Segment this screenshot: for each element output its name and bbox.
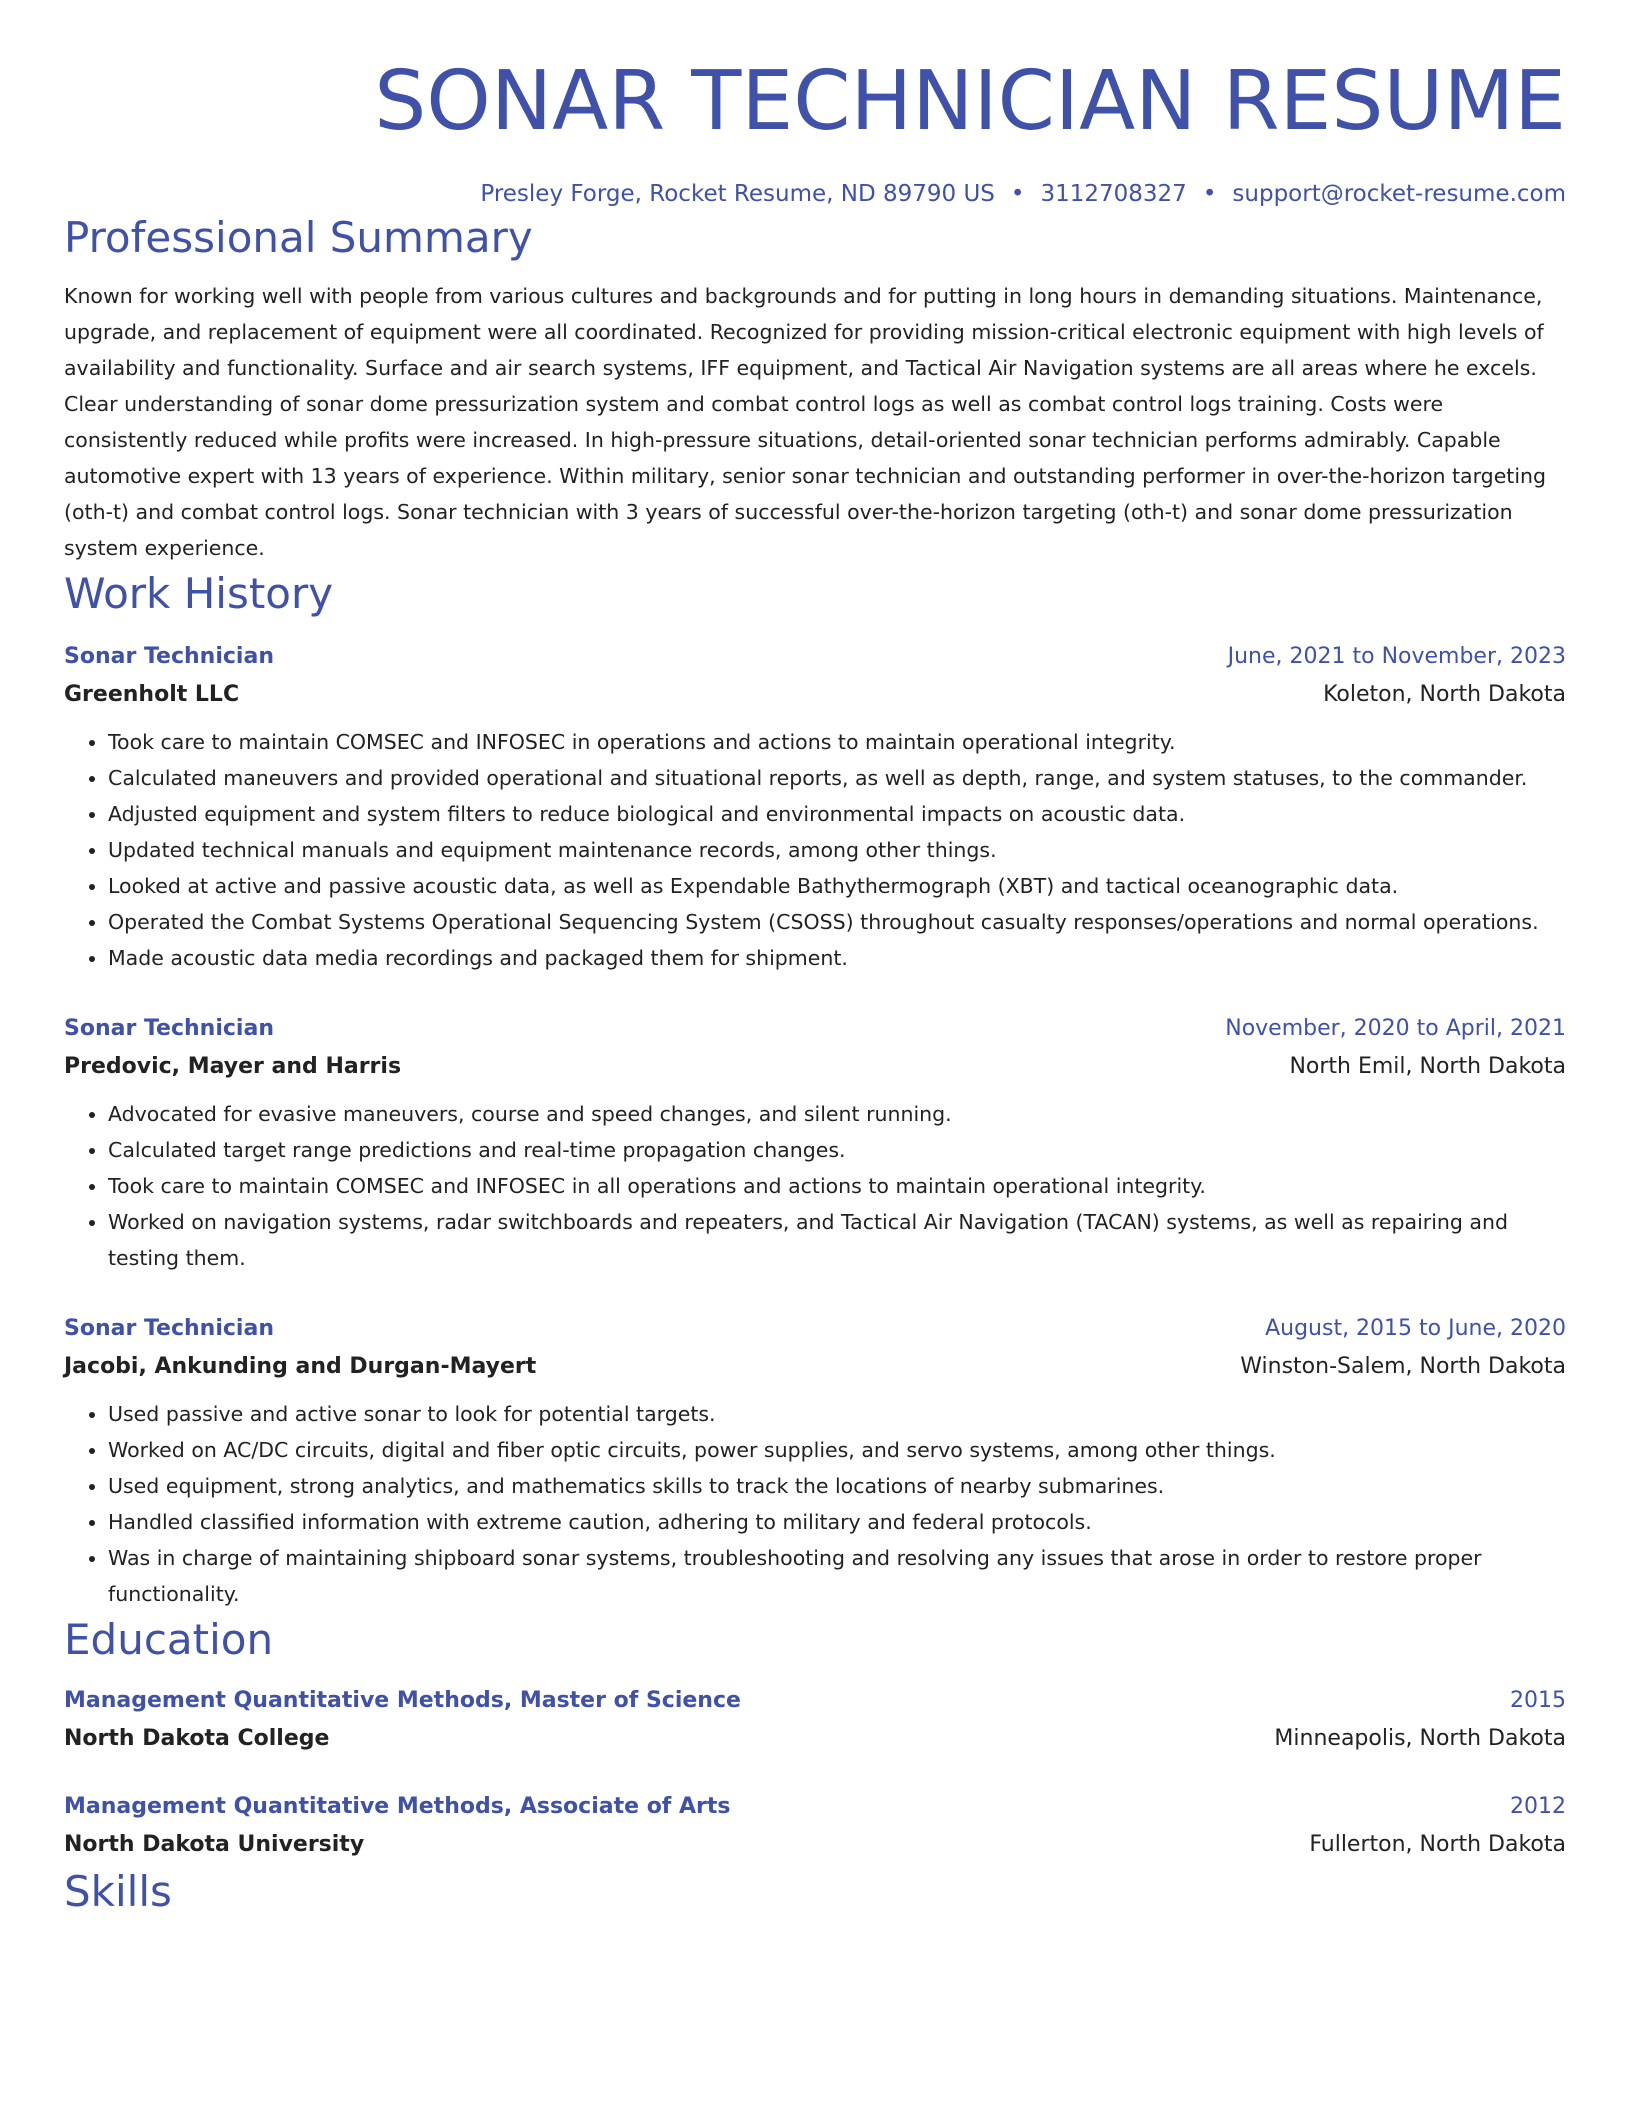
job-entry [64, 638, 1566, 976]
education-location: Fullerton, North Dakota [1309, 1832, 1566, 1857]
skills-heading: Skills [64, 1867, 172, 1916]
job-bullet: • Handled classified information with extreme caution, adhering to military and federal protocols. [108, 1504, 1566, 1540]
job-bullet: • Worked on AC/DC circuits, digital and fiber optic circuits, power supplies, and servo systems, among other things. [108, 1432, 1566, 1468]
work-history-section [64, 566, 1566, 1612]
education-degree: Management Quantitative Methods, Master of Science [64, 1688, 741, 1713]
job-title: Sonar Technician [64, 1016, 274, 1041]
job-company-row [64, 676, 1566, 714]
job-bullet: • Used passive and active sonar to look for potential targets. [108, 1396, 1566, 1432]
education-location: Minneapolis, North Dakota [1274, 1726, 1566, 1751]
education-school-row [64, 1720, 1566, 1758]
contact-separator: • [1202, 181, 1217, 207]
job-bullet: • Looked at active and passive acoustic data, as well as Expendable Bathythermograph (XBT) and tactical oceanographic data. [108, 868, 1566, 904]
job-bullet: • Calculated maneuvers and provided operational and situational reports, as well as depth, range, and system statuses, to the commander. [108, 760, 1566, 796]
education-year: 2015 [1510, 1688, 1566, 1713]
job-location: Koleton, North Dakota [1323, 682, 1566, 707]
education-school-row [64, 1826, 1566, 1864]
job-company: Greenholt LLC [64, 682, 240, 707]
skills-section [64, 1864, 1566, 1920]
job-company: Predovic, Mayer and Harris [64, 1054, 402, 1079]
job-bullet: • Calculated target range predictions and real-time propagation changes. [108, 1132, 1566, 1168]
job-location: North Emil, North Dakota [1289, 1054, 1566, 1079]
job-company-row [64, 1348, 1566, 1386]
job-bullet: • Advocated for evasive maneuvers, course and speed changes, and silent running. [108, 1096, 1566, 1132]
job-bullet: • Took care to maintain COMSEC and INFOSEC in operations and actions to maintain operational integrity. [108, 724, 1566, 760]
job-title-row [64, 1010, 1566, 1048]
job-bullet: • Made acoustic data media recordings and packaged them for shipment. [108, 940, 1566, 976]
job-dates: August, 2015 to June, 2020 [1265, 1316, 1566, 1341]
job-bullets [64, 1396, 1566, 1612]
job-bullet: • Was in charge of maintaining shipboard sonar systems, troubleshooting and resolving any issues that arose in order to restore proper functionality. [108, 1540, 1566, 1612]
education-school: North Dakota College [64, 1726, 330, 1751]
education-school: North Dakota University [64, 1832, 365, 1857]
job-bullet: • Took care to maintain COMSEC and INFOSEC in all operations and actions to maintain operational integrity. [108, 1168, 1566, 1204]
job-dates: November, 2020 to April, 2021 [1225, 1016, 1566, 1041]
summary-text: Known for working well with people from various cultures and backgrounds and for putting in long hours in demanding situations. Maintenance, upgrade, and replacement of equipment were all coordinated. Recognized for providing mission-critical electronic equipment with high levels of availability and functionality. Surface and air search systems, IFF equipment, and Tactical Air Navigation systems are all areas where he excels. Clear understanding of sonar dome pressurization system and combat control logs as well as combat control logs training. Costs were consistently reduced while profits were increased. In high-pressure situations, detail-oriented sonar technician performs admirably. Capable automotive expert with 13 years of experience. Within military, senior sonar technician and outstanding performer in over-the-horizon targeting (oth-t) and combat control logs. Sonar technician with 3 years of successful over-the-horizon targeting (oth-t) and sonar dome pressurization system experience. [64, 284, 1547, 560]
job-title-row [64, 1310, 1566, 1348]
job-bullet: • Updated technical manuals and equipment maintenance records, among other things. [108, 832, 1566, 868]
job-bullet: • Used equipment, strong analytics, and mathematics skills to track the locations of nearby submarines. [108, 1468, 1566, 1504]
job-bullet: • Worked on navigation systems, radar switchboards and repeaters, and Tactical Air Navigation (TACAN) systems, as well as repairing and testing them. [108, 1204, 1566, 1276]
job-bullet: • Operated the Combat Systems Operational Sequencing System (CSOSS) throughout casualty responses/operations and normal operations. [108, 904, 1566, 940]
contact-phone: 3112708327 [1040, 181, 1187, 207]
contact-email: support@rocket-resume.com [1232, 181, 1566, 207]
contact-separator: • [1010, 181, 1025, 207]
education-degree: Management Quantitative Methods, Associate of Arts [64, 1794, 731, 1819]
education-section [64, 1612, 1566, 1864]
contact-address: Presley Forge, Rocket Resume, ND 89790 US [480, 181, 995, 207]
resume-title: SONAR TECHNICIAN RESUME [374, 54, 1566, 149]
education-degree-row [64, 1682, 1566, 1720]
job-bullet: • Adjusted equipment and system filters to reduce biological and environmental impacts on acoustic data. [108, 796, 1566, 832]
job-dates: June, 2021 to November, 2023 [1227, 644, 1566, 669]
contact-line [64, 178, 1566, 210]
job-entry [64, 1010, 1566, 1276]
job-title-row [64, 638, 1566, 676]
job-company: Jacobi, Ankunding and Durgan-Mayert [64, 1354, 537, 1379]
summary-section [64, 210, 1566, 566]
education-year: 2012 [1510, 1794, 1566, 1819]
job-location: Winston-Salem, North Dakota [1240, 1354, 1566, 1379]
education-degree-row [64, 1788, 1566, 1826]
job-bullets [64, 724, 1566, 976]
summary-heading: Professional Summary [64, 213, 533, 262]
job-title: Sonar Technician [64, 1316, 274, 1341]
job-title: Sonar Technician [64, 644, 274, 669]
education-heading: Education [64, 1615, 274, 1664]
education-entry [64, 1682, 1566, 1758]
job-bullets [64, 1096, 1566, 1276]
work-history-heading: Work History [64, 569, 334, 618]
education-entry [64, 1788, 1566, 1864]
job-company-row [64, 1048, 1566, 1086]
resume-header [64, 0, 1566, 210]
job-entry [64, 1310, 1566, 1612]
